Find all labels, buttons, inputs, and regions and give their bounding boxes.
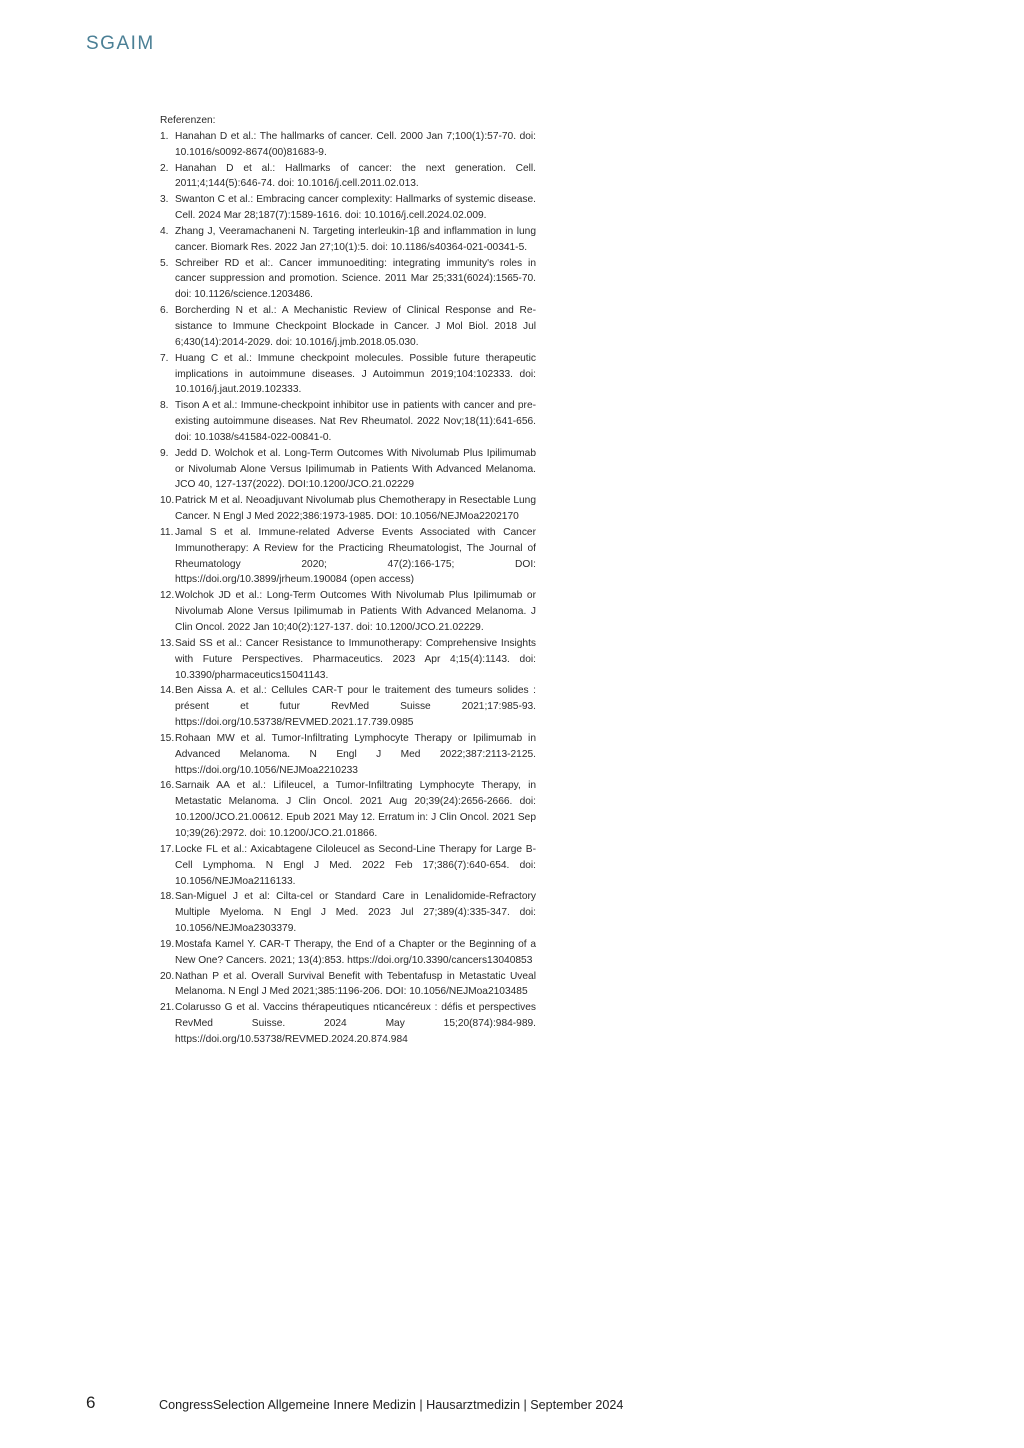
reference-item [160,446,536,494]
reference-item [160,889,536,937]
footer-publication-line: CongressSelection Allgemeine Innere Medizin | Hausarztmedizin | September 2024 [159,1398,624,1412]
reference-item [160,731,536,779]
reference-item [160,778,536,841]
reference-text: Colarusso G et al. Vaccins thérapeutiques nticancéreux : défis et perspectives RevMed Suisse. 2024 May 15;20(874):984-989. https://doi.org/10.53738/REVMED.2024.20.874.984 [175,1002,536,1045]
reference-number: 15. [160,732,175,744]
reference-text: Patrick M et al. Neoadjuvant Nivolumab plus Chemotherapy in Resectable Lung Cancer. N Engl J Med 2022;386:1973-1985. DOI: 10.1056/NEJMoa2202170 [175,495,536,523]
references-section [160,113,536,1048]
reference-text: Locke FL et al.: Axicabtagene Ciloleucel as Second-Line Therapy for Large B-Cell Lymphoma. N Engl J Med. 2022 Feb 17;386(7):640-654. doi: 10.1056/NEJMoa2116133. [175,843,536,887]
reference-number: 18. [160,891,175,903]
reference-item [160,588,536,636]
reference-list [160,129,536,1048]
reference-item [160,493,536,525]
reference-number: 17. [160,843,175,855]
reference-item [160,129,536,161]
reference-text: Hanahan D et al.: The hallmarks of cancer. Cell. 2000 Jan 7;100(1):57-70. doi: 10.1016/s0092-8674(00)81683-9. [175,130,536,158]
reference-item [160,969,536,1001]
reference-number: 13. [160,637,175,649]
reference-item [160,398,536,446]
reference-number: 19. [160,938,175,950]
reference-text: Schreiber RD et al:. Cancer immunoediting: integrating immunity's roles in cancer suppression and promotion. Science. 2011 Mar 25;331(6024):1565-70. doi: 10.1126/science.1203486. [175,257,536,301]
reference-item [160,224,536,256]
reference-item [160,842,536,890]
reference-item [160,303,536,351]
reference-text: Ben Aissa A. et al.: Cellules CAR-T pour le traitement des tumeurs solides : présent et futur RevMed Suisse 2021;17:985-93. https://doi.org/10.53738/REVMED.2021.17.739.0985 [175,685,536,729]
reference-number: 9. [160,447,169,459]
reference-number: 4. [160,225,169,237]
reference-item [160,161,536,193]
references-title: Referenzen: [160,115,216,126]
reference-text: Zhang J, Veeramachaneni N. Targeting interleukin-1β and inflammation in lung cancer. Biomark Res. 2022 Jan 27;10(1):5. doi: 10.1186/s40364-021-00341-5. [175,225,536,253]
page-number: 6 [86,1393,96,1412]
reference-number: 12. [160,590,175,602]
reference-text: Borcherding N et al.: A Mechanistic Review of Clinical Response and Resistance to Immune Checkpoint Blockade in Cancer. J Mol Biol. 2018 Jul 6;430(14):2014-2029. doi: 10.1016/j.jmb.2018.05.030. [175,305,536,348]
reference-item [160,1000,536,1048]
reference-text: Rohaan MW et al. Tumor-Infiltrating Lymphocyte Therapy or Ipilimumab in Advanced Melanoma. N Engl J Med 2022;387:2113-2125. https://doi.org/10.1056/NEJMoa2210233 [175,732,536,776]
reference-number: 20. [160,970,175,982]
reference-item [160,683,536,731]
reference-text: Huang C et al.: Immune checkpoint molecules. Possible future therapeutic implications in autoimmune diseases. J Autoimmun 2019;104:102333. doi: 10.1016/j.jaut.2019.102333. [175,352,536,396]
reference-number: 2. [160,162,169,174]
reference-text: Tison A et al.: Immune-checkpoint inhibitor use in patients with cancer and pre-existing autoimmune diseases. Nat Rev Rheumatol. 2022 Nov;18(11):641-656. doi: 10.1038/s41584-022-00841-0. [175,400,536,443]
reference-item [160,937,536,969]
reference-text: Sarnaik AA et al.: Lifileucel, a Tumor-Infiltrating Lymphocyte Therapy, in Metastatic Melanoma. J Clin Oncol. 2021 Aug 20;39(24):2656-2666. doi: 10.1200/JCO.21.00612. Epub 2021 May 12. Erratum in: J Clin Oncol. 2021 Sep 10;39(26):2972. doi: 10.1200/JCO.21.01866. [175,780,536,839]
reference-number: 10. [160,495,175,507]
reference-text: Jedd D. Wolchok et al. Long-Term Outcomes With Nivolumab Plus Ipilimumab or Nivolumab Alone Versus Ipilimumab in Patients With Advanced Melanoma. JCO 40, 127-137(2022). DOI:10.1200/JCO.21.02229 [175,447,536,491]
reference-item [160,351,536,399]
reference-text: San-Miguel J et al: Cilta-cel or Standard Care in Lenalidomide-Refractory Multiple Myeloma. N Engl J Med. 2023 Jul 27;389(4):335-347. doi: 10.1056/NEJMoa2303379. [175,891,536,935]
reference-text: Nathan P et al. Overall Survival Benefit with Tebentafusp in Metastatic Uveal Melanoma. N Engl J Med 2021;385:1196-206. DOI: 10.1056/NEJMoa2103485 [175,970,536,998]
reference-number: 14. [160,685,175,697]
reference-number: 11. [160,526,174,538]
reference-number: 8. [160,400,169,412]
brand-logo-text: SGAIM [86,33,155,54]
reference-number: 3. [160,194,169,206]
reference-number: 1. [160,130,169,142]
reference-number: 6. [160,305,169,317]
reference-text: Jamal S et al. Immune-related Adverse Events Associated with Cancer Immunotherapy: A Review for the Practicing Rheumatologist, The Journal of Rheumatology 2020; 47(2):166-175; DOI: https://doi.org/10.3899/jrheum.190084 (open access) [175,526,536,586]
reference-text: Hanahan D et al.: Hallmarks of cancer: the next generation. Cell. 2011;4;144(5):646-74. doi: 10.1016/j.cell.2011.02.013. [175,162,536,190]
reference-text: Swanton C et al.: Embracing cancer complexity: Hallmarks of systemic disease. Cell. 2024 Mar 28;187(7):1589-1616. doi: 10.1016/j.cell.2024.02.009. [175,194,536,222]
reference-number: 21. [160,1002,175,1014]
reference-item [160,525,536,588]
reference-text: Mostafa Kamel Y. CAR-T Therapy, the End of a Chapter or the Beginning of a New One? Cancers. 2021; 13(4):853. https://doi.org/10.3390/cancers13040853 [175,938,536,966]
reference-text: Wolchok JD et al.: Long-Term Outcomes With Nivolumab Plus Ipilimumab or Nivolumab Alone Versus Ipilimumab in Patients With Advanced Melanoma. J Clin Oncol. 2022 Jan 10;40(2):127-137. doi: 10.1200/JCO.21.02229. [175,590,536,633]
reference-item [160,256,536,304]
reference-text: Said SS et al.: Cancer Resistance to Immunotherapy: Comprehensive Insights with Future Perspectives. Pharmaceutics. 2023 Apr 4;15(4):1143. doi: 10.3390/pharmaceutics15041143. [175,637,536,681]
reference-item [160,192,536,224]
reference-number: 5. [160,257,169,269]
reference-number: 7. [160,352,169,364]
reference-number: 16. [160,780,175,792]
reference-item [160,636,536,684]
